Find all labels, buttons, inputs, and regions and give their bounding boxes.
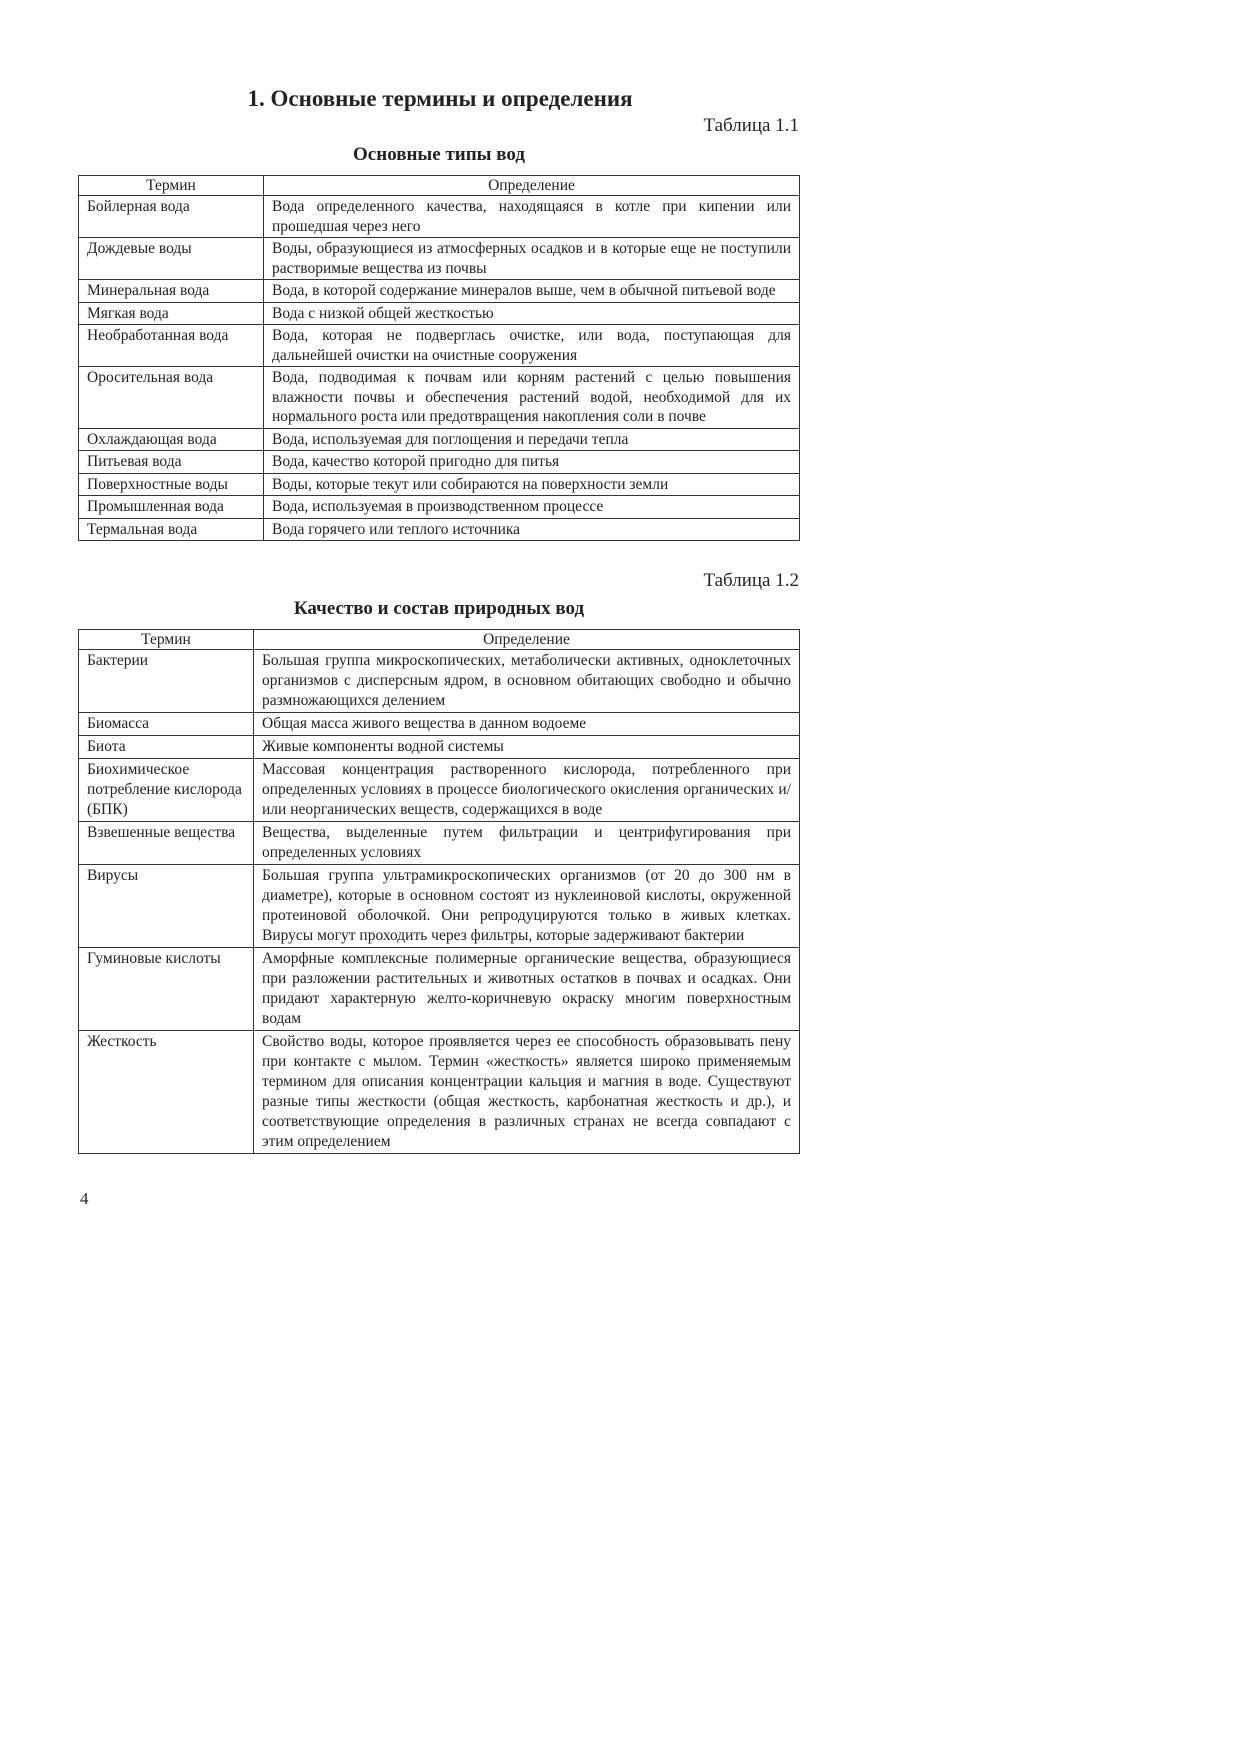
table-2 xyxy=(78,629,800,1154)
definition-cell: Вода, которая не подверглась очистке, или вода, поступающая для дальнейшей очистки на очистные сооружения xyxy=(264,325,800,367)
table-row xyxy=(79,822,800,865)
table-1-body xyxy=(79,196,800,541)
definition-cell: Воды, образующиеся из атмосферных осадков и в которые еще не поступили растворимые вещества из почвы xyxy=(264,238,800,280)
definition-cell: Общая масса живого вещества в данном водоеме xyxy=(254,713,800,736)
page-number: 4 xyxy=(80,1189,89,1208)
table-header-row xyxy=(79,176,800,196)
term-cell: Гуминовые кислоты xyxy=(79,948,254,1031)
definition-cell: Вода горячего или теплого источника xyxy=(264,518,800,541)
definition-cell: Аморфные комплексные полимерные органические вещества, образующиеся при разложении растительных и животных остатков в почвах и осадках. Они придают характерную желто-коричневую окраску многим поверхностным водам xyxy=(254,948,800,1031)
definition-cell: Живые компоненты водной системы xyxy=(254,736,800,759)
table-row xyxy=(79,280,800,303)
table-row xyxy=(79,948,800,1031)
table-row xyxy=(79,713,800,736)
term-cell: Минеральная вода xyxy=(79,280,264,303)
column-header-definition: Определение xyxy=(254,630,800,650)
table-2-title: Качество и состав природных вод xyxy=(293,598,585,619)
term-cell: Жесткость xyxy=(79,1031,254,1154)
term-cell: Поверхностные воды xyxy=(79,473,264,496)
column-header-term: Термин xyxy=(79,176,264,196)
table-2-body xyxy=(79,650,800,1154)
table-row xyxy=(79,325,800,367)
table-row xyxy=(79,650,800,713)
term-cell: Охлаждающая вода xyxy=(79,428,264,451)
table-1 xyxy=(78,175,800,541)
term-cell: Бойлерная вода xyxy=(79,196,264,238)
term-cell: Промышленная вода xyxy=(79,496,264,519)
table-row xyxy=(79,428,800,451)
table-header-row xyxy=(79,630,800,650)
definition-cell: Вода, в которой содержание минералов выше, чем в обычной питьевой воде xyxy=(264,280,800,303)
table-row xyxy=(79,302,800,325)
term-cell: Необработанная вода xyxy=(79,325,264,367)
definition-cell: Вода определенного качества, находящаяся в котле при кипении или прошедшая через него xyxy=(264,196,800,238)
definition-cell: Вода с низкой общей жесткостью xyxy=(264,302,800,325)
table-row xyxy=(79,496,800,519)
table-row xyxy=(79,518,800,541)
term-cell: Вирусы xyxy=(79,865,254,948)
definition-cell: Вода, качество которой пригодно для питья xyxy=(264,451,800,474)
table-row xyxy=(79,736,800,759)
definition-cell: Вода, подводимая к почвам или корням растений с целью повышения влажности почвы и обеспечения растений водой, необходимой для их нормального роста или предотвращения накопления соли в почве xyxy=(264,367,800,429)
table-1-title: Основные типы вод xyxy=(353,144,525,165)
table-row xyxy=(79,238,800,280)
table-row xyxy=(79,865,800,948)
definition-cell: Свойство воды, которое проявляется через ее способность образовывать пену при контакте с мылом. Термин «жесткость» является широко применяемым термином для описания концентрации кальция и магния в воде. Существуют разные типы жесткости (общая жесткость, карбонатная жесткость и др.), и соответствующие определения в различных странах не всегда совпадают с этим определением xyxy=(254,1031,800,1154)
definition-cell: Большая группа микроскопических, метаболически активных, одноклеточных организмов с дисперсным ядром, в основном обитающих свободно и обычно размножающихся делением xyxy=(254,650,800,713)
section-heading: 1. Основные термины и определения xyxy=(247,86,633,111)
term-cell: Бактерии xyxy=(79,650,254,713)
definition-cell: Вода, используемая в производственном процессе xyxy=(264,496,800,519)
term-cell: Взвешенные вещества xyxy=(79,822,254,865)
column-header-definition: Определение xyxy=(264,176,800,196)
term-cell: Термальная вода xyxy=(79,518,264,541)
definition-cell: Массовая концентрация растворенного кислорода, потребленного при определенных условиях в процессе биологического окисления органических и/или неорганических веществ, содержащихся в воде xyxy=(254,759,800,822)
definition-cell: Большая группа ультрамикроскопических организмов (от 20 до 300 нм в диаметре), которые в основном состоят из нуклеиновой кислоты, окруженной протеиновой оболочкой. Они репродуцируются только в живых клетках. Вирусы могут проходить через фильтры, которые задерживают бактерии xyxy=(254,865,800,948)
term-cell: Мягкая вода xyxy=(79,302,264,325)
table-row xyxy=(79,473,800,496)
term-cell: Биохимическое потребление кислорода (БПК) xyxy=(79,759,254,822)
table-row xyxy=(79,196,800,238)
term-cell: Питьевая вода xyxy=(79,451,264,474)
definition-cell: Вещества, выделенные путем фильтрации и центрифугирования при определенных условиях xyxy=(254,822,800,865)
term-cell: Биота xyxy=(79,736,254,759)
table-2-label: Таблица 1.2 xyxy=(703,570,799,591)
column-header-term: Термин xyxy=(79,630,254,650)
term-cell: Дождевые воды xyxy=(79,238,264,280)
definition-cell: Вода, используемая для поглощения и передачи тепла xyxy=(264,428,800,451)
table-row xyxy=(79,451,800,474)
term-cell: Оросительная вода xyxy=(79,367,264,429)
table-1-label: Таблица 1.1 xyxy=(703,115,799,136)
definition-cell: Воды, которые текут или собираются на поверхности земли xyxy=(264,473,800,496)
term-cell: Биомасса xyxy=(79,713,254,736)
table-row xyxy=(79,759,800,822)
table-row xyxy=(79,367,800,429)
table-row xyxy=(79,1031,800,1154)
